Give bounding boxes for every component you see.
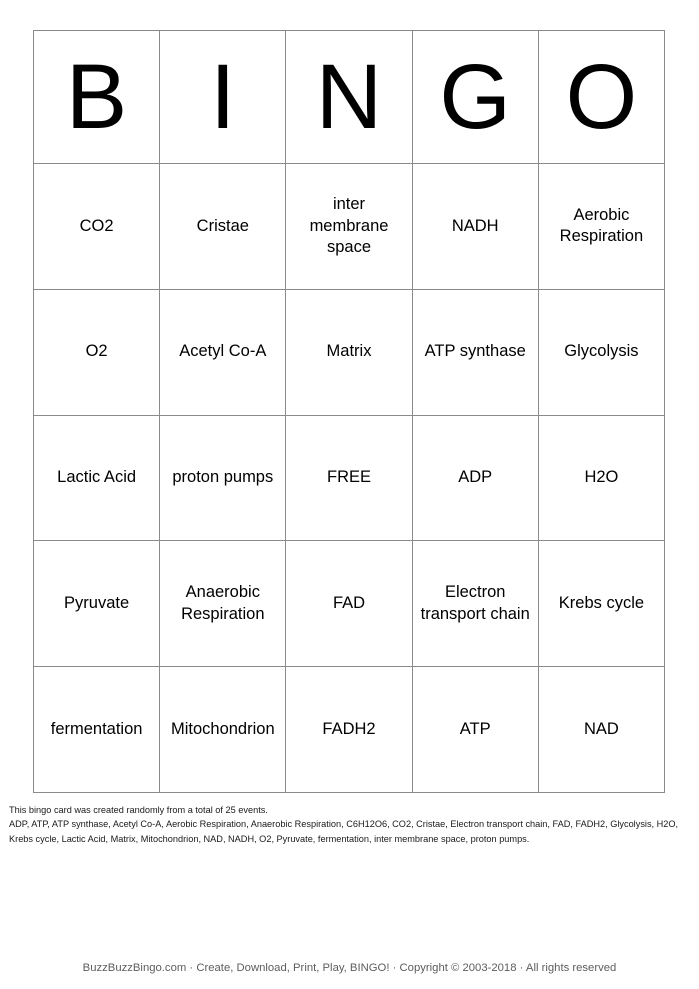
- bingo-cell-label: Acetyl Co-A: [179, 342, 267, 361]
- bingo-cell-i1[interactable]: [160, 164, 286, 290]
- bingo-cell-g2[interactable]: [413, 290, 539, 416]
- bingo-cell-i4[interactable]: [160, 541, 286, 667]
- bingo-cell-label: proton pumps: [172, 468, 274, 487]
- bingo-cell-i5[interactable]: [160, 667, 286, 793]
- bingo-cell-label: Anaerobic Respiration: [181, 583, 265, 623]
- bingo-row-5: [34, 667, 665, 793]
- bingo-header-letter-g: G: [413, 31, 539, 164]
- bingo-cell-b5[interactable]: [34, 667, 160, 793]
- bingo-cell-label: Aerobic Respiration: [559, 205, 644, 246]
- bingo-cell-g5[interactable]: [413, 667, 539, 793]
- bingo-cell-n2[interactable]: [286, 290, 412, 416]
- bingo-cell-label: H2O: [584, 468, 619, 487]
- bingo-cell-label: NADH: [451, 216, 499, 235]
- bingo-header-row: [34, 31, 665, 164]
- bingo-cell-label: Matrix: [326, 342, 372, 361]
- bingo-cell-label: Pyruvate: [64, 593, 130, 612]
- bingo-row-1: [34, 164, 665, 290]
- bingo-cell-label: CO2: [79, 216, 114, 235]
- bingo-cell-label: ATP: [459, 719, 491, 738]
- bingo-cell-n4[interactable]: [286, 541, 412, 667]
- bingo-cell-free-space[interactable]: [286, 416, 412, 542]
- footer-text: BuzzBuzzBingo.com · Create, Download, Print, Play, BINGO! · Copyright © 2003-2018 · All rights reserved: [82, 962, 617, 974]
- bingo-cell-n5[interactable]: [286, 667, 412, 793]
- disclaimer-event-list: ADP, ATP, ATP synthase, Acetyl Co-A, Aerobic Respiration, Anaerobic Respiration, C6H12O6, CO2, Cristae, Electron transport chain, FAD, FADH2, Glycolysis, H2O, Krebs cycle, Lactic Acid, Matrix, Mitochondrion, NAD, NADH, O2, Pyruvate, fermentation, inter membrane space, proton pumps.: [9, 819, 679, 844]
- disclaimer-block: [9, 803, 690, 846]
- bingo-cell-b4[interactable]: [34, 541, 160, 667]
- bingo-cell-label: ATP synthase: [424, 342, 526, 361]
- bingo-cell-g3[interactable]: [413, 416, 539, 542]
- bingo-cell-label: FAD: [332, 593, 366, 612]
- bingo-cell-label: inter membrane space: [309, 194, 389, 257]
- bingo-row-3: [34, 416, 665, 542]
- bingo-cell-label: Electron transport chain: [420, 583, 530, 623]
- bingo-cell-b2[interactable]: [34, 290, 160, 416]
- bingo-cell-label: O2: [85, 342, 108, 361]
- bingo-cell-b3[interactable]: [34, 416, 160, 542]
- bingo-cell-g4[interactable]: [413, 541, 539, 667]
- bingo-header-letter-o: O: [539, 31, 665, 164]
- bingo-cell-b1[interactable]: [34, 164, 160, 290]
- bingo-cell-i2[interactable]: [160, 290, 286, 416]
- bingo-cell-o2[interactable]: [539, 290, 665, 416]
- bingo-header-letter-b: B: [34, 31, 160, 164]
- bingo-cell-o3[interactable]: [539, 416, 665, 542]
- bingo-card-grid: [33, 30, 665, 793]
- bingo-header-letter-n: N: [286, 31, 412, 164]
- bingo-row-2: [34, 290, 665, 416]
- bingo-cell-o1[interactable]: [539, 164, 665, 290]
- bingo-cell-o4[interactable]: [539, 541, 665, 667]
- bingo-cell-label: NAD: [583, 719, 619, 738]
- bingo-cell-label: Krebs cycle: [558, 593, 645, 612]
- bingo-cell-g1[interactable]: [413, 164, 539, 290]
- disclaimer-summary: This bingo card was created randomly from a total of 25 events.: [9, 805, 268, 815]
- bingo-cell-label: Lactic Acid: [57, 468, 137, 487]
- bingo-cell-i3[interactable]: [160, 416, 286, 542]
- bingo-cell-label: fermentation: [50, 719, 143, 738]
- bingo-cell-label: FADH2: [322, 719, 376, 738]
- page-footer: [0, 961, 699, 976]
- bingo-cell-n1[interactable]: [286, 164, 412, 290]
- bingo-cell-label: ADP: [458, 468, 493, 487]
- bingo-row-4: [34, 541, 665, 667]
- bingo-free-space-label: FREE: [327, 468, 372, 487]
- bingo-cell-label: Mitochondrion: [170, 719, 275, 738]
- bingo-cell-label: Glycolysis: [564, 342, 639, 361]
- bingo-cell-o5[interactable]: [539, 667, 665, 793]
- bingo-grid-body: [34, 164, 665, 793]
- bingo-header-letter-i: I: [160, 31, 286, 164]
- bingo-cell-label: Cristae: [196, 216, 249, 235]
